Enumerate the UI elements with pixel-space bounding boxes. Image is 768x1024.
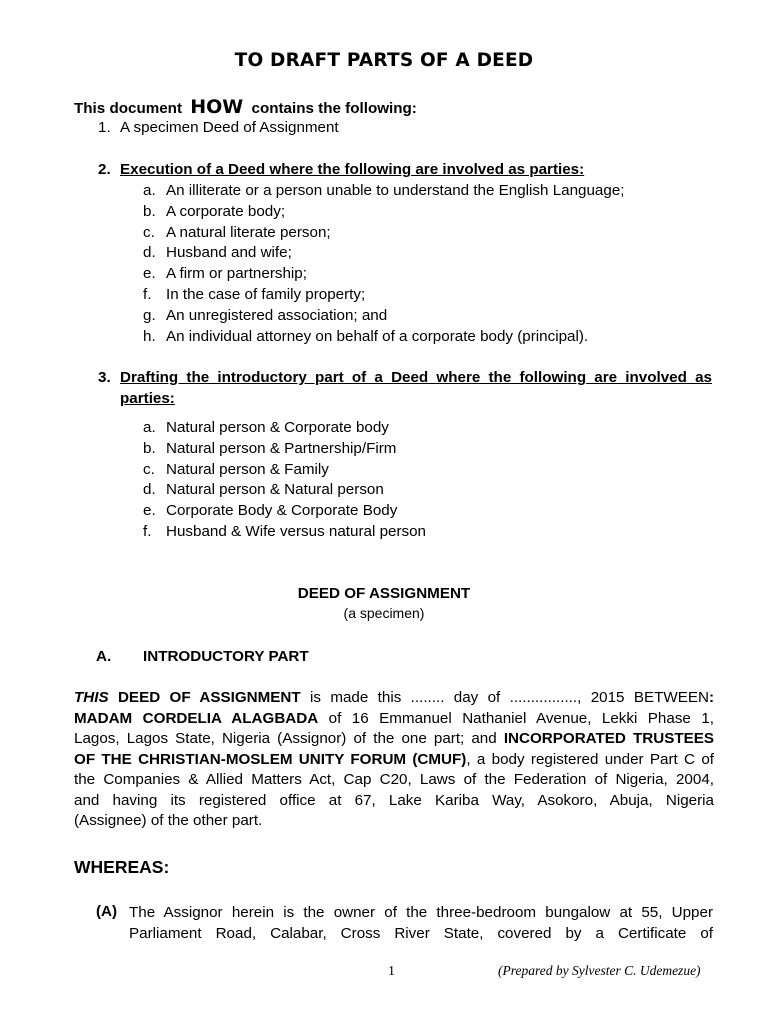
list2-item-text: An illiterate or a person unable to understand the English Language; — [166, 182, 625, 199]
para-line1-rest: is made this ........ day of ................, 2015 BETWEEN — [310, 689, 709, 706]
list2-item-text: A natural literate person; — [166, 223, 331, 241]
para-assignee-name: OF THE CHRISTIAN-MOSLEM UNITY FORUM (CMUF) — [74, 750, 467, 768]
para-line-3 — [74, 729, 714, 750]
list2-number: 2. — [98, 161, 111, 178]
intro-line — [74, 96, 417, 118]
list2-item-letter: d. — [143, 244, 156, 262]
list3-item-text: Natural person & Corporate body — [166, 419, 389, 436]
para-line-4 — [74, 750, 714, 771]
para-line3-b: INCORPORATED TRUSTEES — [503, 730, 714, 747]
recital-a-line-1: The Assignor herein is the owner of the three-bedroom bungalow at 55, Upper — [129, 904, 713, 921]
para-this: THIS — [74, 689, 109, 706]
list1-number: 1. — [98, 119, 111, 136]
recital-a-line-2: Parliament Road, Calabar, Cross River State, covered by a Certificate of — [129, 925, 713, 942]
deed-heading: DEED OF ASSIGNMENT — [297, 585, 471, 602]
list3-item-letter: c. — [143, 460, 155, 478]
list2-item-letter: a. — [143, 182, 156, 199]
document-title: TO DRAFT PARTS OF A DEED — [234, 50, 534, 71]
para-line3-a: Lagos, Lagos State, Nigeria (Assignor) of the one part; and — [74, 730, 497, 747]
list3-item-letter: b. — [143, 439, 156, 457]
list3-item-text: Natural person & Partnership/Firm — [166, 439, 397, 457]
para-line2-rest: of 16 Emmanuel Nathaniel Avenue, Lekki Phase 1, — [328, 709, 714, 727]
list2-item-letter: h. — [143, 327, 156, 345]
list2-item-text: An individual attorney on behalf of a corporate body (principal). — [166, 327, 589, 345]
list3-item-text: Natural person & Family — [166, 460, 329, 478]
list3-heading-line1: Drafting the introductory part of a Deed where the following are involved as — [120, 369, 712, 386]
list3-item-text: Corporate Body & Corporate Body — [166, 502, 398, 520]
list2-item-letter: g. — [143, 306, 156, 324]
para-line-2 — [74, 709, 714, 730]
list3-item-letter: d. — [143, 481, 156, 499]
para-line-1 — [74, 688, 714, 709]
section-title: INTRODUCTORY PART — [143, 648, 309, 665]
list3-item-text: Natural person & Natural person — [166, 481, 384, 499]
list3-item-letter: f. — [143, 523, 152, 540]
recital-a-label: (A) — [96, 903, 118, 920]
intro-suffix: contains the following: — [251, 100, 417, 117]
para-line4-b: , a body registered under Part C of — [466, 750, 714, 768]
list2-item-letter: b. — [143, 202, 156, 220]
section-letter: A. — [96, 648, 112, 665]
para-line-5: the Companies & Allied Matters Act, Cap C20, Laws of the Federation of Nigeria, 2004, — [74, 771, 714, 788]
list2-heading: Execution of a Deed where the following are involved as parties: — [120, 161, 585, 178]
para-deed-title: DEED OF ASSIGNMENT — [117, 689, 301, 706]
para-colon: : — [708, 689, 714, 706]
intro-how: HOW — [190, 96, 244, 118]
list2-item-text: In the case of family property; — [166, 286, 366, 303]
list3-heading-line2: parties: — [120, 390, 175, 407]
list2-item-text: Husband and wife; — [166, 244, 292, 262]
list3-item-letter: e. — [143, 502, 156, 520]
list2-item-letter: f. — [143, 286, 152, 303]
para-line-6: and having its registered office at 67, Lake Kariba Way, Asokoro, Abuja, Nigeria — [74, 791, 714, 809]
recital-a-text — [129, 902, 713, 944]
list3-number: 3. — [98, 369, 111, 386]
introductory-paragraph — [74, 688, 714, 832]
deed-subheading: (a specimen) — [343, 605, 425, 621]
page-number: 1 — [388, 964, 395, 979]
list1-text: A specimen Deed of Assignment — [120, 119, 339, 136]
para-assignor-name: MADAM CORDELIA ALAGBADA — [74, 709, 319, 727]
list2-item-letter: e. — [143, 265, 156, 283]
para-line-7: (Assignee) of the other part. — [74, 812, 263, 829]
list2-item-text: An unregistered association; and — [166, 306, 388, 324]
list2-item-text: A corporate body; — [166, 202, 286, 220]
intro-prefix: This document — [74, 100, 183, 117]
list3-item-letter: a. — [143, 419, 156, 436]
list2-item-text: A firm or partnership; — [166, 265, 307, 283]
list2-item-letter: c. — [143, 223, 155, 241]
list3-item-text: Husband & Wife versus natural person — [166, 523, 427, 540]
footer-credit: (Prepared by Sylvester C. Udemezue) — [498, 963, 701, 978]
whereas-heading: WHEREAS: — [74, 857, 170, 877]
